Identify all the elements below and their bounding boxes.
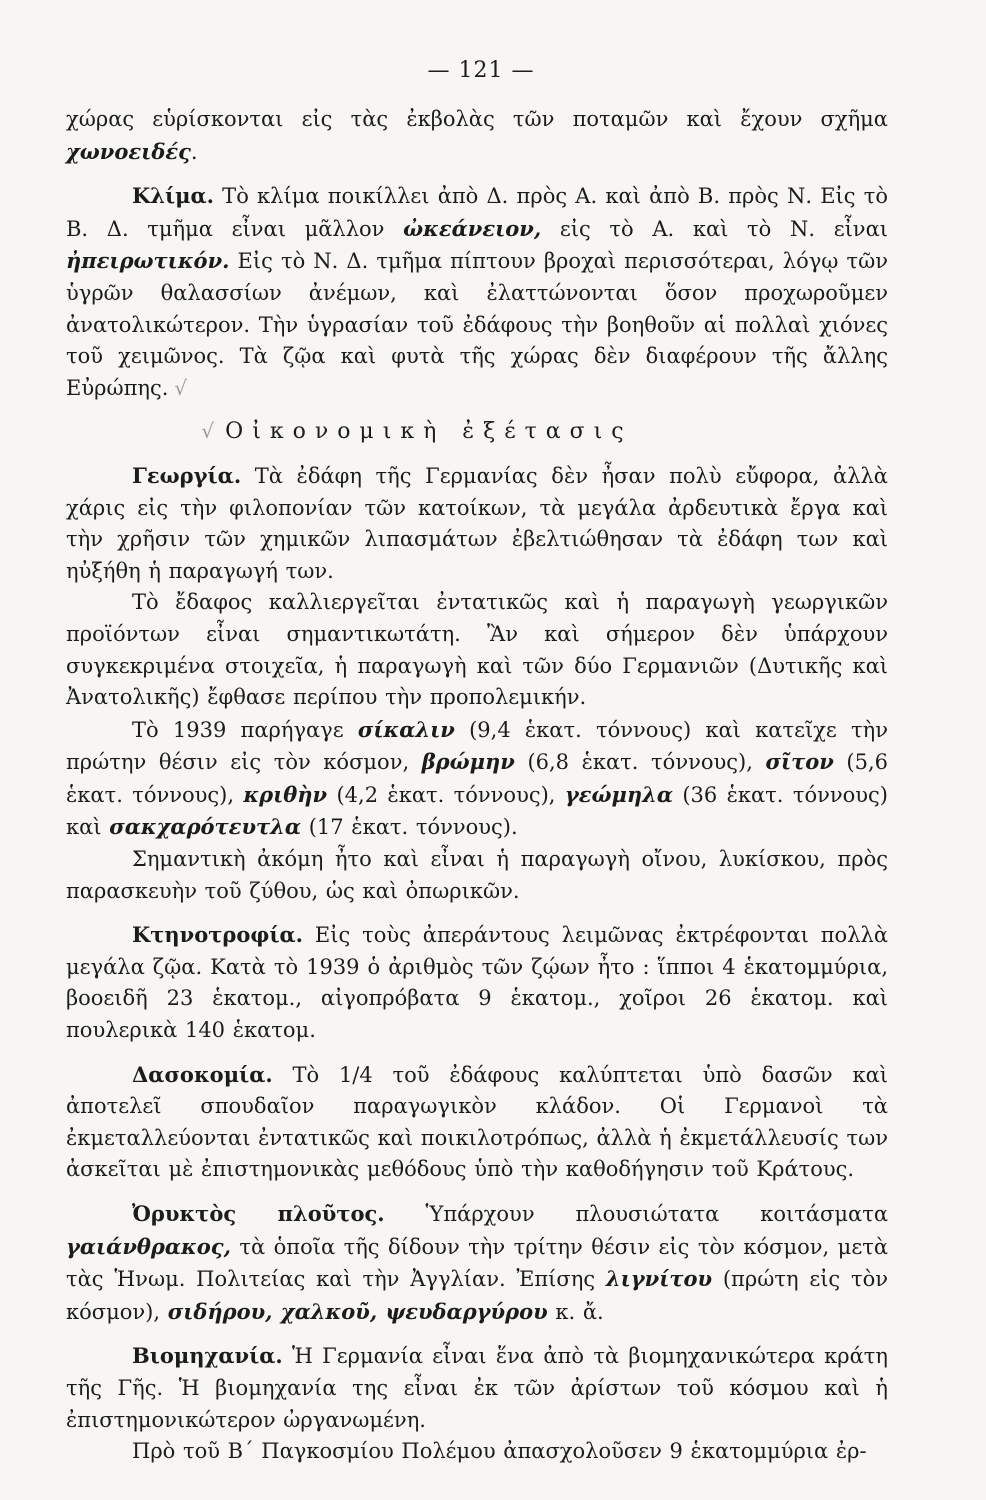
text-run: Τὰ ἐδάφη τῆς Γερμανίας δὲν ἦσαν πολὺ εὔφορα, ἀλλὰ χάρις εἰς τὴν φιλοπονίαν τῶν κατοίκων, τὰ μεγάλα ἀρδευτικὰ ἔργα καὶ τὴν χρῆσιν τῶν χημικῶν λιπασμάτων ἐβελτιώθησαν τὰ ἐδάφη των καὶ ηὐξήθη ἡ παραγωγή των. (66, 463, 888, 583)
text-run: (5,6 ἑκατ. τόννους), (66, 750, 888, 807)
section-title-text: Οἰκονομικὴ ἐξέτασις (225, 419, 633, 445)
paragraph-oinou (66, 844, 888, 907)
paragraph-oryktos (66, 1198, 888, 1328)
section-heading-georgia: Γεωργία. (132, 462, 242, 488)
paragraph-klima (66, 180, 888, 404)
text-run: Σημαντικὴ ἀκόμη ἦτο καὶ εἶναι ἡ παραγωγὴ οἴνου, λυκίσκου, πρὸς παρασκευὴν τοῦ ζύθου, ὡς καὶ ὀπωρικῶν. (66, 847, 888, 903)
emphasis-term: βρώμην (421, 749, 515, 775)
emphasis-term: σίκαλιν (357, 716, 455, 742)
text-run: Τὸ κλίμα ποικίλλει ἀπὸ Δ. πρὸς Α. καὶ ἀπὸ Β. πρὸς Ν. Εἰς τὸ Β. Δ. τμῆμα εἶναι μᾶλλον (66, 184, 888, 241)
emphasis-term: σῖτον (765, 749, 834, 775)
section-heading-oryktos: Ὀρυκτὸς πλοῦτος. (132, 1201, 385, 1226)
text-run: (36 ἑκατ. τόννους) καὶ (66, 782, 888, 840)
emphasis-term: λιγνίτου (605, 1266, 713, 1292)
section-heading-klima: Κλίμα. (132, 183, 214, 209)
paragraph-viomichania (66, 1340, 888, 1436)
section-heading-ktinotrofia: Κτηνοτροφία. (132, 922, 303, 948)
handwritten-check-mark: √ (201, 419, 224, 444)
text-run: . (190, 139, 198, 164)
text-run: (6,8 ἑκατ. τόννους), (514, 750, 766, 775)
paragraph-intro (66, 104, 888, 168)
text-run: Τὸ 1939 παρήγαγε (132, 717, 358, 742)
emphasis-term: χωνοειδές (66, 138, 191, 164)
page-number: — 121 — (427, 58, 535, 83)
text-run: κ. ἄ. (547, 1299, 604, 1324)
text-run: Ὑπάρχουν πλουσιώτατα κοιτάσματα (384, 1202, 888, 1226)
text-run: (9,4 ἑκατ. τόννους) καὶ κατεῖχε τὴν πρώτην θέσιν εἰς τὸν κόσμον, (66, 717, 888, 775)
emphasis-term: ὠκεάνειον, (403, 215, 542, 241)
text-run: εἰς τὸ Α. καὶ τὸ Ν. εἶναι (541, 216, 888, 241)
text-run: (4,2 ἑκατ. τόννους), (327, 782, 565, 807)
body-text (66, 104, 888, 1468)
text-run: (17 ἑκατ. τόννους). (301, 815, 518, 840)
paragraph-last (66, 1436, 888, 1468)
paragraph-dasokomia (66, 1059, 888, 1186)
paragraph-1939 (66, 714, 888, 844)
emphasis-term: ἠπειρωτικόν. (66, 248, 230, 274)
emphasis-term: σιδήρου, χαλκοῦ, ψευδαργύρου (167, 1298, 548, 1324)
text-run: Τὸ ἔδαφος καλλιεργεῖται ἐντατικῶς καὶ ἡ παραγωγὴ γεωργικῶν προϊόντων εἶναι σημαντικωτάτη. Ἂν καὶ σήμερον δὲν ὑπάρχουν συγκεκριμένα στοιχεῖα, ἡ παραγωγὴ καὶ τῶν δύο Γερμανιῶν (Δυτικῆς καὶ Ἀνατολικῆς) ἔφθασε περίπου τὴν προπολεμικήν. (66, 590, 888, 710)
paragraph-georgia (66, 460, 888, 587)
paragraph-edafos (66, 587, 888, 713)
paragraph-ktinotrofia (66, 919, 888, 1046)
handwritten-check-mark: √ (174, 375, 188, 400)
emphasis-term: γαιάνθρακος, (66, 1233, 231, 1259)
text-run: Εἰς τὸ Ν. Δ. τμῆμα πίπτουν βροχαὶ περισσότεραι, λόγῳ τῶν ὑγρῶν θαλασσίων ἀνέμων, καὶ ἐλαττώνονται ὅσον προχωροῦμεν ἀνατολικώτερον. Τὴν ὑγρασίαν τοῦ ἐδάφους τὴν βοηθοῦν αἱ πολλαὶ χιόνες τοῦ χειμῶνος. Τὰ ζῷα καὶ φυτὰ τῆς χώρας δὲν διαφέρουν τῆς ἄλλης Εὐρώπης. (66, 249, 888, 400)
emphasis-term: γεώμηλα (564, 781, 673, 807)
text-run: χώρας εὑρίσκονται εἰς τὰς ἐκβολὰς τῶν ποταμῶν καὶ ἔχουν σχῆμα (66, 107, 888, 131)
text-run: Τὸ 1/4 τοῦ ἐδάφους καλύπτεται ὑπὸ δασῶν καὶ ἀποτελεῖ σπουδαῖον παραγωγικὸν κλάδον. Οἱ Γερμανοὶ τὰ ἐκμεταλλεύονται ἐντατικῶς καὶ ποικιλοτρόπως, ἀλλὰ ἡ ἐκμετάλλευσίς των ἀσκεῖται μὲ ἐπιστημονικὰς μεθόδους ὑπὸ τὴν καθοδήγησιν τοῦ Κράτους. (66, 1062, 888, 1182)
text-run: Πρὸ τοῦ Β΄ Παγκοσμίου Πολέμου ἀπασχολοῦσεν 9 ἑκατομμύρια ἐρ- (132, 1439, 867, 1464)
text-run: τὰ ὁποῖα τῆς δίδουν τὴν τρίτην θέσιν εἰς τὸν κόσμον, μετὰ τὰς Ἡνωμ. Πολιτείας καὶ τὴν Ἀγγλίαν. Ἐπίσης (66, 1234, 888, 1292)
section-heading-viomichania: Βιομηχανία. (132, 1343, 283, 1369)
section-heading-dasokomia: Δασοκομία. (132, 1061, 273, 1087)
emphasis-term: κριθὴν (243, 781, 328, 807)
emphasis-term: σακχαρότευτλα (109, 814, 302, 840)
text-run: Ἡ Γερμανία εἶναι ἕνα ἀπὸ τὰ βιομηχανικώτερα κράτη τῆς Γῆς. Ἡ βιομηχανία της εἶναι ἐκ τῶν ἀρίστων τοῦ κόσμου καὶ ἡ ἐπιστημονικώτερον ὠργανωμένη. (66, 1344, 888, 1432)
text-run: Εἰς τοὺς ἀπεράντους λειμῶνας ἐκτρέφονται πολλὰ μεγάλα ζῷα. Κατὰ τὸ 1939 ὁ ἀριθμὸς τῶν ζῴων ἦτο : ἵπποι 4 ἑκατομμύρια, βοοειδῆ 23 ἑκατομ., αἰγοπρόβατα 9 ἑκατομ., χοῖροι 26 ἑκατομ. καὶ πουλερικὰ 140 ἑκατομ. (66, 923, 888, 1043)
text-run: (πρώτη εἰς τὸν κόσμον), (66, 1267, 889, 1324)
section-title (66, 416, 888, 448)
book-page (66, 0, 896, 1500)
